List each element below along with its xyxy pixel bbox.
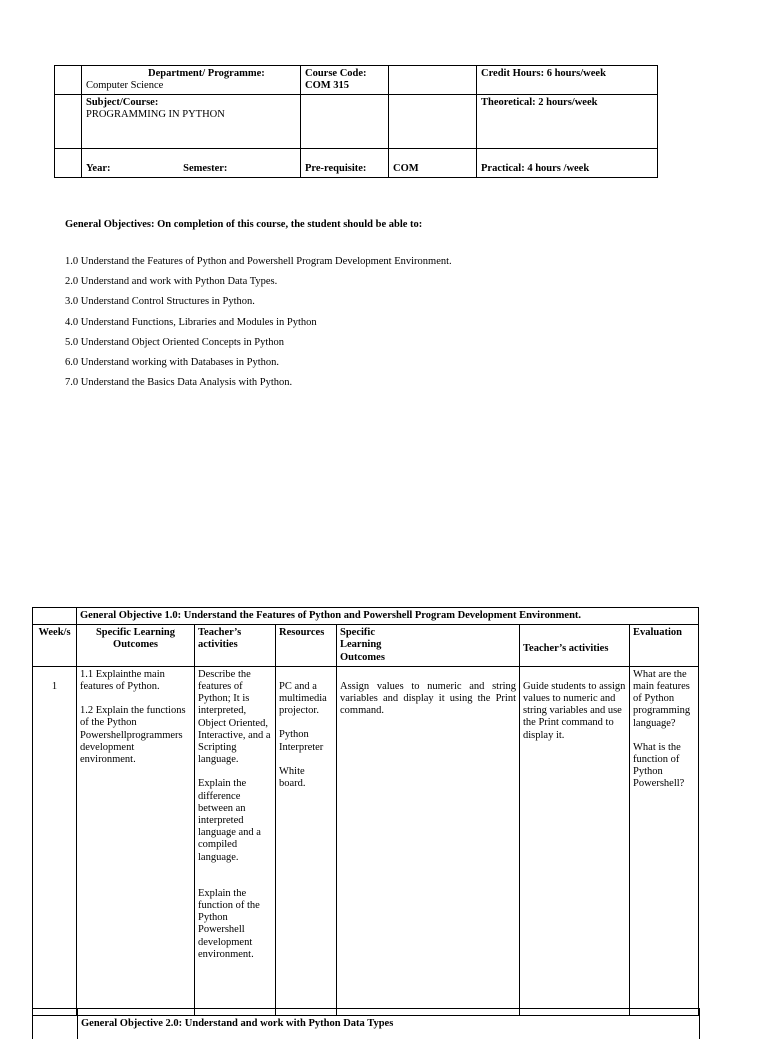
objective-item: 3.0 Understand Control Structures in Python.: [65, 296, 255, 308]
objective-row-title: General Objective 1.0: Understand the Features of Python and Powershell Program Development Environment.: [77, 608, 699, 625]
column-header-teacher-2: Teacher’s activities: [520, 625, 630, 667]
semester-label: Semester:: [183, 163, 228, 174]
teacher-activity: Explain the difference between an interpreted language and a compiled language.: [198, 778, 261, 863]
resource-item: White board.: [279, 765, 306, 790]
teacher-activities-2-cell: Guide students to assign values to numeric and string variables and use the Print command to display it.: [520, 666, 630, 1015]
course-header-table: [54, 65, 658, 178]
column-header-evaluation: Evaluation: [630, 625, 699, 667]
slo-item: 1.2 Explain the functions of the Python Powershellprogrammers development environment.: [80, 705, 186, 766]
slo-cell: [77, 666, 195, 1015]
subject-value: PROGRAMMING IN PYTHON: [86, 109, 225, 120]
column-header-teacher: Teacher’s activities: [195, 625, 276, 667]
course-code-cell: [301, 66, 389, 95]
year-semester-cell: [82, 149, 301, 178]
column-header-slo: Specific Learning Outcomes: [77, 625, 195, 667]
objective-row-blank: [33, 608, 77, 625]
subject-cell: [82, 95, 301, 149]
objective-item: 2.0 Understand and work with Python Data Types.: [65, 276, 278, 288]
header-blank-cell: [389, 95, 477, 149]
objective-item: 4.0 Understand Functions, Libraries and Modules in Python: [65, 316, 317, 328]
header-empty-cell: [55, 149, 82, 178]
column-header-resources: Resources: [276, 625, 337, 667]
prerequisite-value: COM: [393, 163, 419, 174]
objective-item: 7.0 Understand the Basics Data Analysis with Python.: [65, 377, 293, 389]
credit-hours-cell: [477, 66, 658, 95]
theoretical-hours: Theoretical: 2 hours/week: [481, 97, 598, 108]
column-header-slo-2: Specific Learning Outcomes: [337, 625, 520, 667]
theoretical-cell: [477, 95, 658, 149]
prerequisite-cell: [301, 149, 389, 178]
header-empty-cell: [55, 95, 82, 149]
department-value: Computer Science: [86, 80, 164, 91]
department-cell: [82, 66, 301, 95]
prerequisite-value-cell: [389, 149, 477, 178]
practical-hours: Practical: 4 hours /week: [481, 163, 590, 174]
general-objectives-title: General Objectives: On completion of this course, the student should be able to:: [65, 219, 423, 230]
evaluation-cell: [630, 666, 699, 1015]
department-label: Department/ Programme:: [148, 68, 265, 79]
objective-item: 6.0 Understand working with Databases in Python.: [65, 357, 280, 369]
slo-2-cell: Assign values to numeric and string variables and display it using the Print command.: [337, 666, 520, 1015]
teacher-activities-cell: [195, 666, 276, 1015]
year-label: Year:: [86, 163, 111, 174]
next-objective-title: General Objective 2.0: Understand and work with Python Data Types: [81, 1018, 394, 1029]
column-header-week: Week/s: [33, 625, 77, 667]
header-blank-cell: [389, 66, 477, 95]
resources-cell: [276, 666, 337, 1015]
header-empty-cell: [55, 66, 82, 95]
header-blank-cell: [301, 95, 389, 149]
resource-item: Python Interpreter: [279, 729, 324, 753]
course-code-value: COM 315: [305, 80, 350, 91]
week-number: 1: [33, 666, 77, 1015]
resource-item: PC and a multimedia projector.: [279, 680, 327, 717]
subject-label: Subject/Course:: [86, 97, 159, 108]
column-divider: [77, 1009, 78, 1039]
objective-1-table: [32, 607, 699, 1016]
prerequisite-label: Pre-requisite:: [305, 163, 367, 174]
teacher-activity: Explain the function of the Python Powershell development environment.: [198, 887, 260, 960]
practical-cell: [477, 149, 658, 178]
teacher-activity: Describe the features of Python; It is interpreted, Object Oriented, Interactive, and a Scripting language.: [198, 668, 271, 766]
credit-hours: Credit Hours: 6 hours/week: [481, 68, 606, 79]
course-code-label: Course Code:: [305, 68, 367, 79]
objective-item: 5.0 Understand Object Oriented Concepts in Python: [65, 336, 285, 348]
slo-item: 1.1 Explainthe main features of Python.: [80, 668, 165, 693]
evaluation-question: What is the function of Python Powershell?: [633, 741, 685, 790]
general-objectives-list: [65, 252, 452, 393]
objective-item: 1.0 Understand the Features of Python and Powershell Program Development Environment.: [65, 256, 452, 267]
evaluation-question: What are the main features of Python programming language?: [633, 668, 691, 729]
